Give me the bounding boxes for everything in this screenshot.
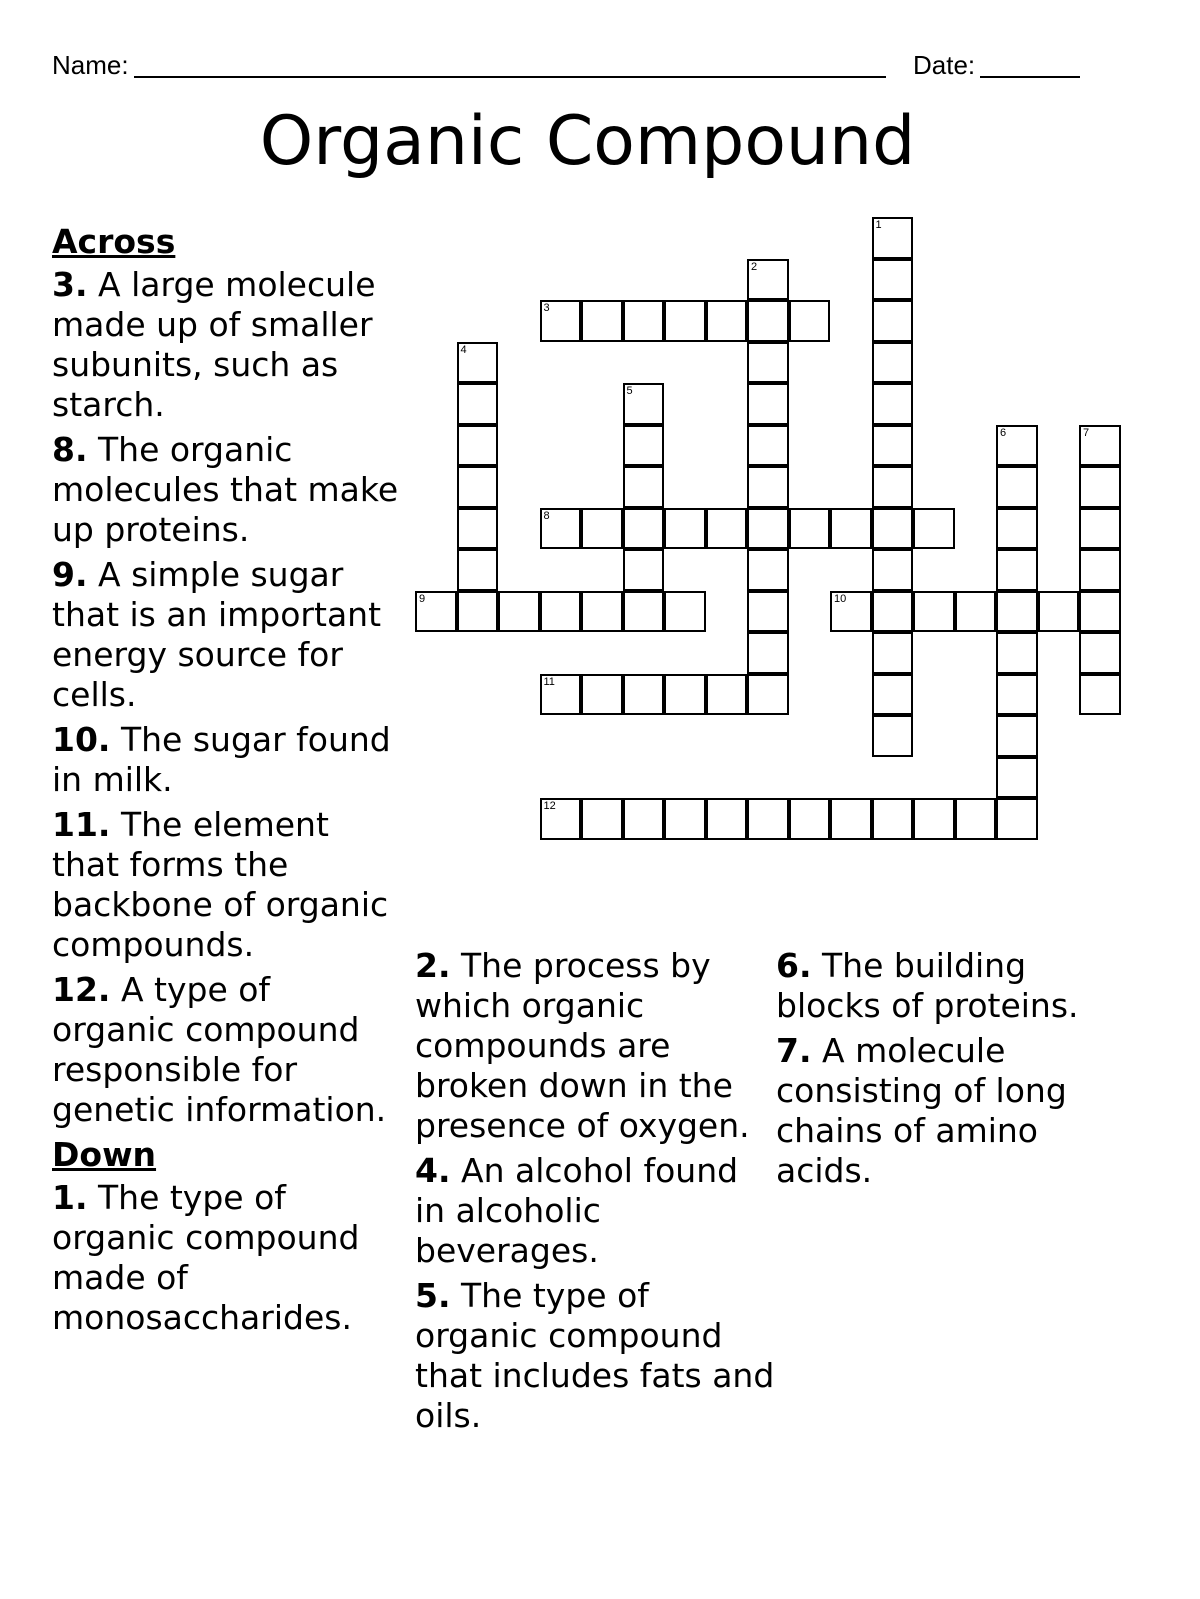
puzzle-title: Organic Compound bbox=[259, 102, 916, 181]
clue-text: A type of organic compound responsible for genetic information. bbox=[52, 970, 387, 1129]
grid-cell[interactable] bbox=[498, 591, 540, 633]
grid-cell[interactable] bbox=[996, 549, 1038, 591]
grid-cell[interactable] bbox=[747, 798, 789, 840]
grid-cell[interactable] bbox=[747, 342, 789, 384]
grid-cell[interactable] bbox=[747, 549, 789, 591]
grid-cell[interactable] bbox=[872, 383, 914, 425]
grid-cell[interactable] bbox=[872, 591, 914, 633]
grid-cell[interactable] bbox=[623, 300, 665, 342]
clue-text: The element that forms the backbone of organic compounds. bbox=[52, 805, 389, 964]
clue-number: 6. bbox=[776, 946, 812, 985]
grid-cell[interactable] bbox=[540, 508, 582, 550]
grid-cell[interactable] bbox=[996, 425, 1038, 467]
grid-cell[interactable] bbox=[540, 798, 582, 840]
down-clue bbox=[52, 1178, 402, 1338]
grid-cell[interactable] bbox=[1079, 508, 1121, 550]
grid-cell[interactable] bbox=[872, 217, 914, 259]
clues-column-1 bbox=[52, 222, 402, 1343]
grid-cell[interactable] bbox=[623, 508, 665, 550]
cell-number: 8 bbox=[543, 509, 550, 522]
cell-number: 11 bbox=[543, 675, 555, 688]
grid-cell[interactable] bbox=[872, 674, 914, 716]
grid-cell[interactable] bbox=[540, 300, 582, 342]
cell-number: 3 bbox=[543, 302, 550, 314]
clue-number: 8. bbox=[52, 430, 88, 469]
grid-cell[interactable] bbox=[540, 674, 582, 716]
grid-cell[interactable] bbox=[581, 591, 623, 633]
clue-text: The sugar found in milk. bbox=[52, 720, 391, 799]
grid-cell[interactable] bbox=[747, 466, 789, 508]
grid-cell[interactable] bbox=[996, 715, 1038, 757]
clue-number: 12. bbox=[52, 970, 111, 1009]
clue-text: The type of organic compound made of monosaccharides. bbox=[52, 1178, 360, 1337]
name-blank-line[interactable] bbox=[134, 76, 886, 78]
clue-text: The type of organic compound that includes fats and oils. bbox=[415, 1276, 775, 1435]
grid-cell[interactable] bbox=[872, 466, 914, 508]
grid-cell[interactable] bbox=[872, 342, 914, 384]
grid-cell[interactable] bbox=[872, 632, 914, 674]
grid-cell[interactable] bbox=[996, 757, 1038, 799]
clue-text: A large molecule made up of smaller subunits, such as starch. bbox=[52, 265, 376, 424]
grid-cell[interactable] bbox=[706, 798, 748, 840]
grid-cell[interactable] bbox=[623, 383, 665, 425]
grid-cell[interactable] bbox=[747, 591, 789, 633]
clue-number: 1. bbox=[52, 1178, 88, 1217]
grid-cell[interactable] bbox=[913, 591, 955, 633]
grid-cell[interactable] bbox=[457, 549, 499, 591]
across-clue bbox=[52, 430, 402, 550]
clue-text: The organic molecules that make up proteins. bbox=[52, 430, 399, 549]
clue-number: 7. bbox=[776, 1031, 812, 1070]
grid-cell[interactable] bbox=[1079, 632, 1121, 674]
grid-cell[interactable] bbox=[664, 300, 706, 342]
grid-cell[interactable] bbox=[1038, 591, 1080, 633]
cell-number: 6 bbox=[1000, 426, 1007, 439]
grid-cell[interactable] bbox=[457, 342, 499, 384]
grid-cell[interactable] bbox=[996, 798, 1038, 840]
grid-cell[interactable] bbox=[872, 300, 914, 342]
down-clue bbox=[415, 946, 775, 1146]
grid-cell[interactable] bbox=[623, 591, 665, 633]
cell-number: 1 bbox=[875, 219, 882, 231]
clue-number: 2. bbox=[415, 946, 451, 985]
clue-text: The building blocks of proteins. bbox=[776, 946, 1079, 1025]
date-blank-line[interactable] bbox=[980, 76, 1080, 78]
grid-cell[interactable] bbox=[830, 591, 872, 633]
cell-number: 7 bbox=[1083, 426, 1090, 439]
across-clue bbox=[52, 555, 402, 715]
grid-cell[interactable] bbox=[872, 508, 914, 550]
grid-cell[interactable] bbox=[457, 591, 499, 633]
across-clue bbox=[52, 265, 402, 425]
down-clue bbox=[776, 1031, 1126, 1191]
grid-cell[interactable] bbox=[623, 425, 665, 467]
clue-text: A molecule consisting of long chains of amino acids. bbox=[776, 1031, 1067, 1190]
grid-cell[interactable] bbox=[706, 508, 748, 550]
across-clue bbox=[52, 970, 402, 1130]
grid-cell[interactable] bbox=[581, 674, 623, 716]
clue-number: 9. bbox=[52, 555, 88, 594]
grid-cell[interactable] bbox=[872, 715, 914, 757]
down-clue bbox=[415, 1151, 775, 1271]
grid-cell[interactable] bbox=[581, 300, 623, 342]
grid-cell[interactable] bbox=[581, 508, 623, 550]
grid-cell[interactable] bbox=[1079, 591, 1121, 633]
grid-cell[interactable] bbox=[706, 674, 748, 716]
grid-cell[interactable] bbox=[789, 508, 831, 550]
clue-number: 5. bbox=[415, 1276, 451, 1315]
cell-number: 9 bbox=[419, 592, 426, 605]
grid-cell[interactable] bbox=[747, 425, 789, 467]
grid-cell[interactable] bbox=[747, 632, 789, 674]
grid-cell[interactable] bbox=[1079, 549, 1121, 591]
grid-cell[interactable] bbox=[996, 466, 1038, 508]
cell-number: 2 bbox=[751, 260, 758, 273]
grid-cell[interactable] bbox=[664, 674, 706, 716]
grid-cell[interactable] bbox=[872, 549, 914, 591]
grid-cell[interactable] bbox=[540, 591, 582, 633]
down-heading: Down bbox=[52, 1135, 157, 1174]
cell-number: 12 bbox=[543, 800, 556, 812]
name-label: Name: bbox=[52, 50, 129, 80]
grid-cell[interactable] bbox=[581, 798, 623, 840]
grid-cell[interactable] bbox=[415, 591, 457, 633]
grid-cell[interactable] bbox=[623, 674, 665, 716]
cell-number: 10 bbox=[834, 592, 847, 605]
clue-number: 3. bbox=[52, 265, 88, 304]
grid-cell[interactable] bbox=[747, 508, 789, 550]
down-clue bbox=[415, 1276, 775, 1436]
grid-cell[interactable] bbox=[955, 591, 997, 633]
grid-cell[interactable] bbox=[664, 591, 706, 633]
across-clue bbox=[52, 720, 402, 800]
grid-cell[interactable] bbox=[830, 798, 872, 840]
clue-text: The process by which organic compounds are broken down in the presence of oxygen. bbox=[415, 946, 750, 1145]
grid-cell[interactable] bbox=[664, 508, 706, 550]
down-clue bbox=[776, 946, 1126, 1026]
grid-cell[interactable] bbox=[623, 798, 665, 840]
clue-text: A simple sugar that is an important energy source for cells. bbox=[52, 555, 382, 714]
date-label: Date: bbox=[913, 50, 976, 80]
grid-cell[interactable] bbox=[1079, 466, 1121, 508]
grid-cell[interactable] bbox=[747, 383, 789, 425]
grid-cell[interactable] bbox=[706, 300, 748, 342]
grid-cell[interactable] bbox=[789, 300, 831, 342]
grid-cell[interactable] bbox=[623, 466, 665, 508]
grid-cell[interactable] bbox=[457, 425, 499, 467]
grid-cell[interactable] bbox=[747, 259, 789, 301]
clue-number: 4. bbox=[415, 1151, 451, 1190]
across-clue bbox=[52, 805, 402, 965]
clues-column-3 bbox=[776, 946, 1126, 1196]
grid-cell[interactable] bbox=[996, 508, 1038, 550]
grid-cell[interactable] bbox=[457, 383, 499, 425]
grid-cell[interactable] bbox=[830, 508, 872, 550]
cell-number: 5 bbox=[626, 385, 633, 397]
grid-cell[interactable] bbox=[913, 798, 955, 840]
grid-cell[interactable] bbox=[789, 798, 831, 840]
clue-number: 10. bbox=[52, 720, 111, 759]
clue-text: An alcohol found in alcoholic beverages. bbox=[415, 1151, 739, 1270]
grid-cell[interactable] bbox=[747, 300, 789, 342]
grid-cell[interactable] bbox=[457, 508, 499, 550]
grid-cell[interactable] bbox=[623, 549, 665, 591]
grid-cell[interactable] bbox=[872, 259, 914, 301]
grid-cell[interactable] bbox=[996, 632, 1038, 674]
clue-number: 11. bbox=[52, 805, 111, 844]
grid-cell[interactable] bbox=[872, 425, 914, 467]
across-heading: Across bbox=[52, 222, 176, 261]
grid-cell[interactable] bbox=[996, 591, 1038, 633]
grid-cell[interactable] bbox=[664, 798, 706, 840]
grid-cell[interactable] bbox=[1079, 425, 1121, 467]
grid-cell[interactable] bbox=[872, 798, 914, 840]
grid-cell[interactable] bbox=[1079, 674, 1121, 716]
grid-cell[interactable] bbox=[955, 798, 997, 840]
clues-column-2 bbox=[415, 946, 775, 1441]
grid-cell[interactable] bbox=[913, 508, 955, 550]
grid-cell[interactable] bbox=[457, 466, 499, 508]
cell-number: 4 bbox=[460, 343, 467, 356]
grid-cell[interactable] bbox=[996, 674, 1038, 716]
grid-cell[interactable] bbox=[747, 674, 789, 716]
